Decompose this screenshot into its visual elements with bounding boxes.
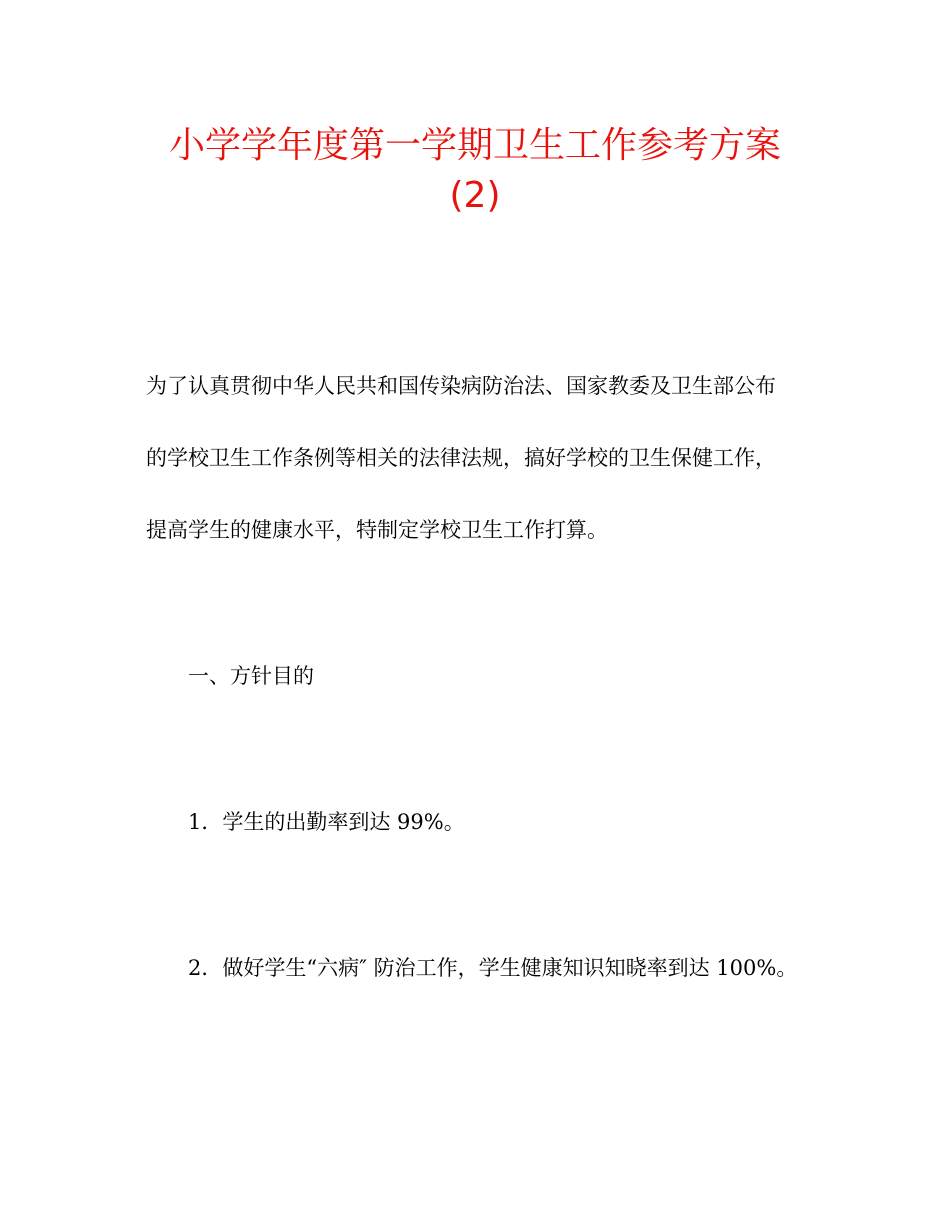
document-title-suffix: (2) [449, 175, 501, 216]
intro-paragraph-line: 为了认真贯彻中华人民共和国传染病防治法、国家教委及卫生部公布 [146, 374, 776, 398]
list-item: 2．做好学生“六病″ 防治工作，学生健康知识知晓率到达 100%。 [188, 956, 798, 980]
document-title: 小学学年度第一学期卫生工作参考方案 [168, 125, 781, 166]
list-item: 1．学生的出勤率到达 99%。 [188, 810, 465, 834]
section-heading: 一、方针目的 [188, 664, 314, 688]
intro-paragraph-line: 提高学生的健康水平，特制定学校卫生工作打算。 [146, 518, 608, 542]
intro-paragraph-line: 的学校卫生工作条例等相关的法律法规，搞好学校的卫生保健工作， [146, 446, 776, 470]
